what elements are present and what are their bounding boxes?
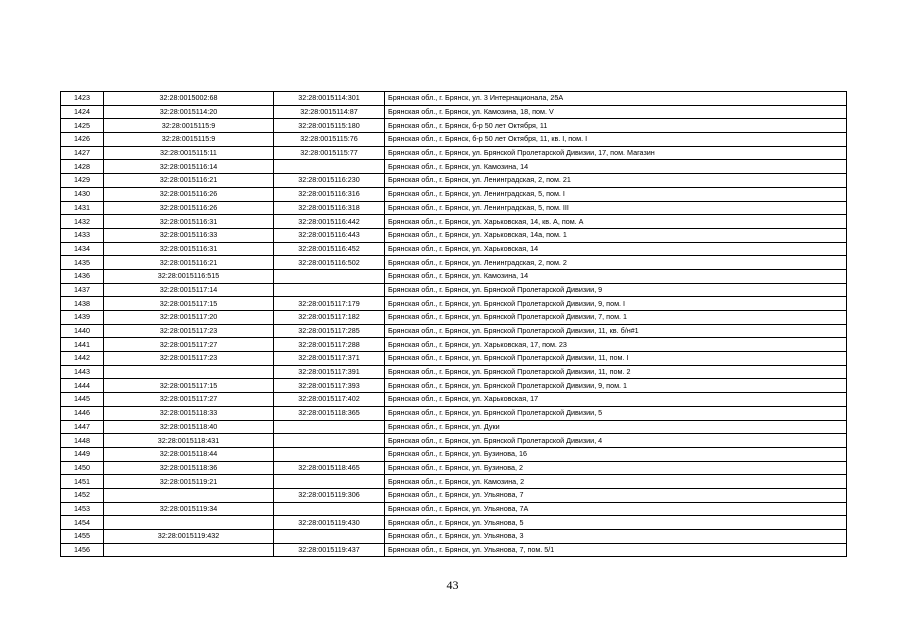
cadastral-number-cell: 32:28:0015119:21 <box>104 475 274 489</box>
address-cell: Брянская обл., г. Брянск, ул. Бузинова, 2 <box>385 461 847 475</box>
row-number-cell: 1441 <box>61 338 104 352</box>
address-cell: Брянская обл., г. Брянск, ул. Брянской Пролетарской Дивизии, 11, пом. 2 <box>385 365 847 379</box>
row-number-cell: 1425 <box>61 119 104 133</box>
object-number-cell: 32:28:0015117:182 <box>274 311 385 325</box>
row-number-cell: 1424 <box>61 105 104 119</box>
table-row <box>61 215 847 229</box>
table-row <box>61 434 847 448</box>
table-row <box>61 119 847 133</box>
table-row <box>61 187 847 201</box>
table-row <box>61 461 847 475</box>
table-row <box>61 379 847 393</box>
table-row <box>61 324 847 338</box>
row-number-cell: 1444 <box>61 379 104 393</box>
table-row <box>61 516 847 530</box>
cadastral-number-cell: 32:28:0015115:9 <box>104 133 274 147</box>
table-row <box>61 311 847 325</box>
cadastral-number-cell: 32:28:0015118:40 <box>104 420 274 434</box>
cadastral-number-cell: 32:28:0015117:27 <box>104 393 274 407</box>
object-number-cell <box>274 434 385 448</box>
object-number-cell <box>274 475 385 489</box>
address-cell: Брянская обл., г. Брянск, ул. Ульянова, 7А <box>385 502 847 516</box>
row-number-cell: 1443 <box>61 365 104 379</box>
row-number-cell: 1431 <box>61 201 104 215</box>
object-number-cell: 32:28:0015117:393 <box>274 379 385 393</box>
table-row <box>61 406 847 420</box>
table-row <box>61 256 847 270</box>
row-number-cell: 1456 <box>61 543 104 557</box>
table-row <box>61 174 847 188</box>
object-number-cell <box>274 530 385 544</box>
address-cell: Брянская обл., г. Брянск, ул. Ленинградская, 5, пом. I <box>385 187 847 201</box>
table-row <box>61 543 847 557</box>
cadastral-number-cell: 32:28:0015117:14 <box>104 283 274 297</box>
object-number-cell: 32:28:0015117:371 <box>274 352 385 366</box>
table-row <box>61 283 847 297</box>
row-number-cell: 1451 <box>61 475 104 489</box>
address-cell: Брянская обл., г. Брянск, ул. Камозина, 14 <box>385 160 847 174</box>
address-cell: Брянская обл., г. Брянск, ул. Камозина, 18, пом. V <box>385 105 847 119</box>
address-cell: Брянская обл., г. Брянск, ул. Брянской Пролетарской Дивизии, 9, пом. 1 <box>385 379 847 393</box>
row-number-cell: 1430 <box>61 187 104 201</box>
table-row <box>61 146 847 160</box>
address-cell: Брянская обл., г. Брянск, ул. Брянской Пролетарской Дивизии, 11, кв. б/н#1 <box>385 324 847 338</box>
row-number-cell: 1428 <box>61 160 104 174</box>
table-row <box>61 530 847 544</box>
row-number-cell: 1442 <box>61 352 104 366</box>
row-number-cell: 1437 <box>61 283 104 297</box>
row-number-cell: 1440 <box>61 324 104 338</box>
cadastral-number-cell: 32:28:0015116:31 <box>104 242 274 256</box>
row-number-cell: 1447 <box>61 420 104 434</box>
object-number-cell: 32:28:0015117:391 <box>274 365 385 379</box>
object-number-cell <box>274 502 385 516</box>
cadastral-number-cell: 32:28:0015002:68 <box>104 92 274 106</box>
address-cell: Брянская обл., г. Брянск, ул. Брянской Пролетарской Дивизии, 7, пом. 1 <box>385 311 847 325</box>
cadastral-number-cell: 32:28:0015116:515 <box>104 269 274 283</box>
table-row <box>61 242 847 256</box>
table-row <box>61 365 847 379</box>
row-number-cell: 1434 <box>61 242 104 256</box>
address-cell: Брянская обл., г. Брянск, ул. Харьковская, 17 <box>385 393 847 407</box>
object-number-cell: 32:28:0015119:437 <box>274 543 385 557</box>
row-number-cell: 1448 <box>61 434 104 448</box>
cadastral-number-cell <box>104 365 274 379</box>
address-cell: Брянская обл., г. Брянск, ул. Харьковская, 17, пом. 23 <box>385 338 847 352</box>
row-number-cell: 1427 <box>61 146 104 160</box>
address-cell: Брянская обл., г. Брянск, ул. Брянской Пролетарской Дивизии, 9, пом. I <box>385 297 847 311</box>
cadastral-number-cell: 32:28:0015118:33 <box>104 406 274 420</box>
address-cell: Брянская обл., г. Брянск, б-р 50 лет Октября, 11 <box>385 119 847 133</box>
object-number-cell: 32:28:0015119:306 <box>274 488 385 502</box>
object-number-cell: 32:28:0015115:180 <box>274 119 385 133</box>
row-number-cell: 1453 <box>61 502 104 516</box>
row-number-cell: 1439 <box>61 311 104 325</box>
table-row <box>61 269 847 283</box>
row-number-cell: 1429 <box>61 174 104 188</box>
row-number-cell: 1454 <box>61 516 104 530</box>
table-row <box>61 447 847 461</box>
row-number-cell: 1426 <box>61 133 104 147</box>
address-cell: Брянская обл., г. Брянск, ул. Ульянова, 3 <box>385 530 847 544</box>
cadastral-number-cell: 32:28:0015117:27 <box>104 338 274 352</box>
cadastral-number-cell: 32:28:0015116:14 <box>104 160 274 174</box>
object-number-cell <box>274 420 385 434</box>
table-row <box>61 160 847 174</box>
object-number-cell: 32:28:0015118:365 <box>274 406 385 420</box>
page-number: 43 <box>446 578 459 592</box>
address-cell: Брянская обл., г. Брянск, ул. Камозина, 2 <box>385 475 847 489</box>
object-number-cell <box>274 283 385 297</box>
address-cell: Брянская обл., г. Брянск, ул. Ульянова, 5 <box>385 516 847 530</box>
cadastral-number-cell: 32:28:0015116:21 <box>104 256 274 270</box>
cadastral-number-cell: 32:28:0015116:26 <box>104 201 274 215</box>
object-number-cell <box>274 447 385 461</box>
cadastral-number-cell: 32:28:0015119:34 <box>104 502 274 516</box>
cadastral-number-cell: 32:28:0015116:31 <box>104 215 274 229</box>
address-cell: Брянская обл., г. Брянск, ул. Брянской Пролетарской Дивизии, 17, пом. Магазин <box>385 146 847 160</box>
row-number-cell: 1449 <box>61 447 104 461</box>
cadastral-number-cell: 32:28:0015114:20 <box>104 105 274 119</box>
table-row <box>61 393 847 407</box>
address-cell: Брянская обл., г. Брянск, ул. Брянской Пролетарской Дивизии, 9 <box>385 283 847 297</box>
cadastral-number-cell <box>104 516 274 530</box>
object-number-cell: 32:28:0015118:465 <box>274 461 385 475</box>
cadastral-number-cell: 32:28:0015117:20 <box>104 311 274 325</box>
address-cell: Брянская обл., г. Брянск, ул. Брянской Пролетарской Дивизии, 4 <box>385 434 847 448</box>
table-row <box>61 228 847 242</box>
object-number-cell: 32:28:0015116:442 <box>274 215 385 229</box>
table-row <box>61 502 847 516</box>
cadastral-number-cell: 32:28:0015119:432 <box>104 530 274 544</box>
object-number-cell: 32:28:0015117:285 <box>274 324 385 338</box>
cadastral-number-cell: 32:28:0015115:9 <box>104 119 274 133</box>
table-body <box>61 92 847 557</box>
row-number-cell: 1438 <box>61 297 104 311</box>
row-number-cell: 1436 <box>61 269 104 283</box>
table-row <box>61 420 847 434</box>
object-number-cell: 32:28:0015116:316 <box>274 187 385 201</box>
table-row <box>61 488 847 502</box>
object-number-cell: 32:28:0015119:430 <box>274 516 385 530</box>
object-number-cell: 32:28:0015117:288 <box>274 338 385 352</box>
address-cell: Брянская обл., г. Брянск, ул. Бузинова, 16 <box>385 447 847 461</box>
table-row <box>61 105 847 119</box>
table-row <box>61 297 847 311</box>
table-row <box>61 133 847 147</box>
object-number-cell: 32:28:0015116:230 <box>274 174 385 188</box>
row-number-cell: 1433 <box>61 228 104 242</box>
row-number-cell: 1423 <box>61 92 104 106</box>
row-number-cell: 1452 <box>61 488 104 502</box>
cadastral-number-cell: 32:28:0015117:15 <box>104 297 274 311</box>
address-cell: Брянская обл., г. Брянск, ул. Брянской Пролетарской Дивизии, 11, пом. I <box>385 352 847 366</box>
table-row <box>61 201 847 215</box>
cadastral-number-cell <box>104 488 274 502</box>
cadastral-number-cell: 32:28:0015118:36 <box>104 461 274 475</box>
address-cell: Брянская обл., г. Брянск, б-р 50 лет Октября, 11, кв. I, пом. I <box>385 133 847 147</box>
address-cell: Брянская обл., г. Брянск, ул. 3 Интернационала, 25А <box>385 92 847 106</box>
cadastral-number-cell: 32:28:0015117:23 <box>104 352 274 366</box>
object-number-cell: 32:28:0015116:502 <box>274 256 385 270</box>
row-number-cell: 1445 <box>61 393 104 407</box>
cadastral-number-cell: 32:28:0015117:23 <box>104 324 274 338</box>
address-cell: Брянская обл., г. Брянск, ул. Харьковская, 14 <box>385 242 847 256</box>
address-cell: Брянская обл., г. Брянск, ул. Ульянова, 7, пом. 5/1 <box>385 543 847 557</box>
cadastral-number-cell: 32:28:0015117:15 <box>104 379 274 393</box>
object-number-cell: 32:28:0015114:87 <box>274 105 385 119</box>
address-cell: Брянская обл., г. Брянск, ул. Харьковская, 14, кв. А, пом. А <box>385 215 847 229</box>
address-cell: Брянская обл., г. Брянск, ул. Брянской Пролетарской Дивизии, 5 <box>385 406 847 420</box>
table-row <box>61 475 847 489</box>
object-number-cell: 32:28:0015116:452 <box>274 242 385 256</box>
address-cell: Брянская обл., г. Брянск, ул. Ленинградская, 2, пом. 2 <box>385 256 847 270</box>
object-number-cell: 32:28:0015116:443 <box>274 228 385 242</box>
cadastral-number-cell: 32:28:0015116:33 <box>104 228 274 242</box>
object-number-cell <box>274 269 385 283</box>
cadastral-number-cell: 32:28:0015115:11 <box>104 146 274 160</box>
cadastral-number-cell: 32:28:0015116:21 <box>104 174 274 188</box>
object-number-cell: 32:28:0015116:318 <box>274 201 385 215</box>
cadastral-number-cell: 32:28:0015118:431 <box>104 434 274 448</box>
table-row <box>61 352 847 366</box>
object-number-cell: 32:28:0015117:179 <box>274 297 385 311</box>
row-number-cell: 1455 <box>61 530 104 544</box>
row-number-cell: 1450 <box>61 461 104 475</box>
address-cell: Брянская обл., г. Брянск, ул. Камозина, 14 <box>385 269 847 283</box>
row-number-cell: 1446 <box>61 406 104 420</box>
object-number-cell: 32:28:0015115:77 <box>274 146 385 160</box>
address-cell: Брянская обл., г. Брянск, ул. Ульянова, 7 <box>385 488 847 502</box>
table-row <box>61 92 847 106</box>
object-number-cell: 32:28:0015114:301 <box>274 92 385 106</box>
address-cell: Брянская обл., г. Брянск, ул. Ленинградская, 5, пом. III <box>385 201 847 215</box>
address-cell: Брянская обл., г. Брянск, ул. Дуки <box>385 420 847 434</box>
row-number-cell: 1432 <box>61 215 104 229</box>
property-table <box>60 91 847 557</box>
cadastral-number-cell: 32:28:0015116:26 <box>104 187 274 201</box>
object-number-cell <box>274 160 385 174</box>
address-cell: Брянская обл., г. Брянск, ул. Харьковская, 14а, пом. 1 <box>385 228 847 242</box>
cadastral-number-cell: 32:28:0015118:44 <box>104 447 274 461</box>
object-number-cell: 32:28:0015115:76 <box>274 133 385 147</box>
cadastral-number-cell <box>104 543 274 557</box>
table-row <box>61 338 847 352</box>
object-number-cell: 32:28:0015117:402 <box>274 393 385 407</box>
row-number-cell: 1435 <box>61 256 104 270</box>
address-cell: Брянская обл., г. Брянск, ул. Ленинградская, 2, пом. 21 <box>385 174 847 188</box>
